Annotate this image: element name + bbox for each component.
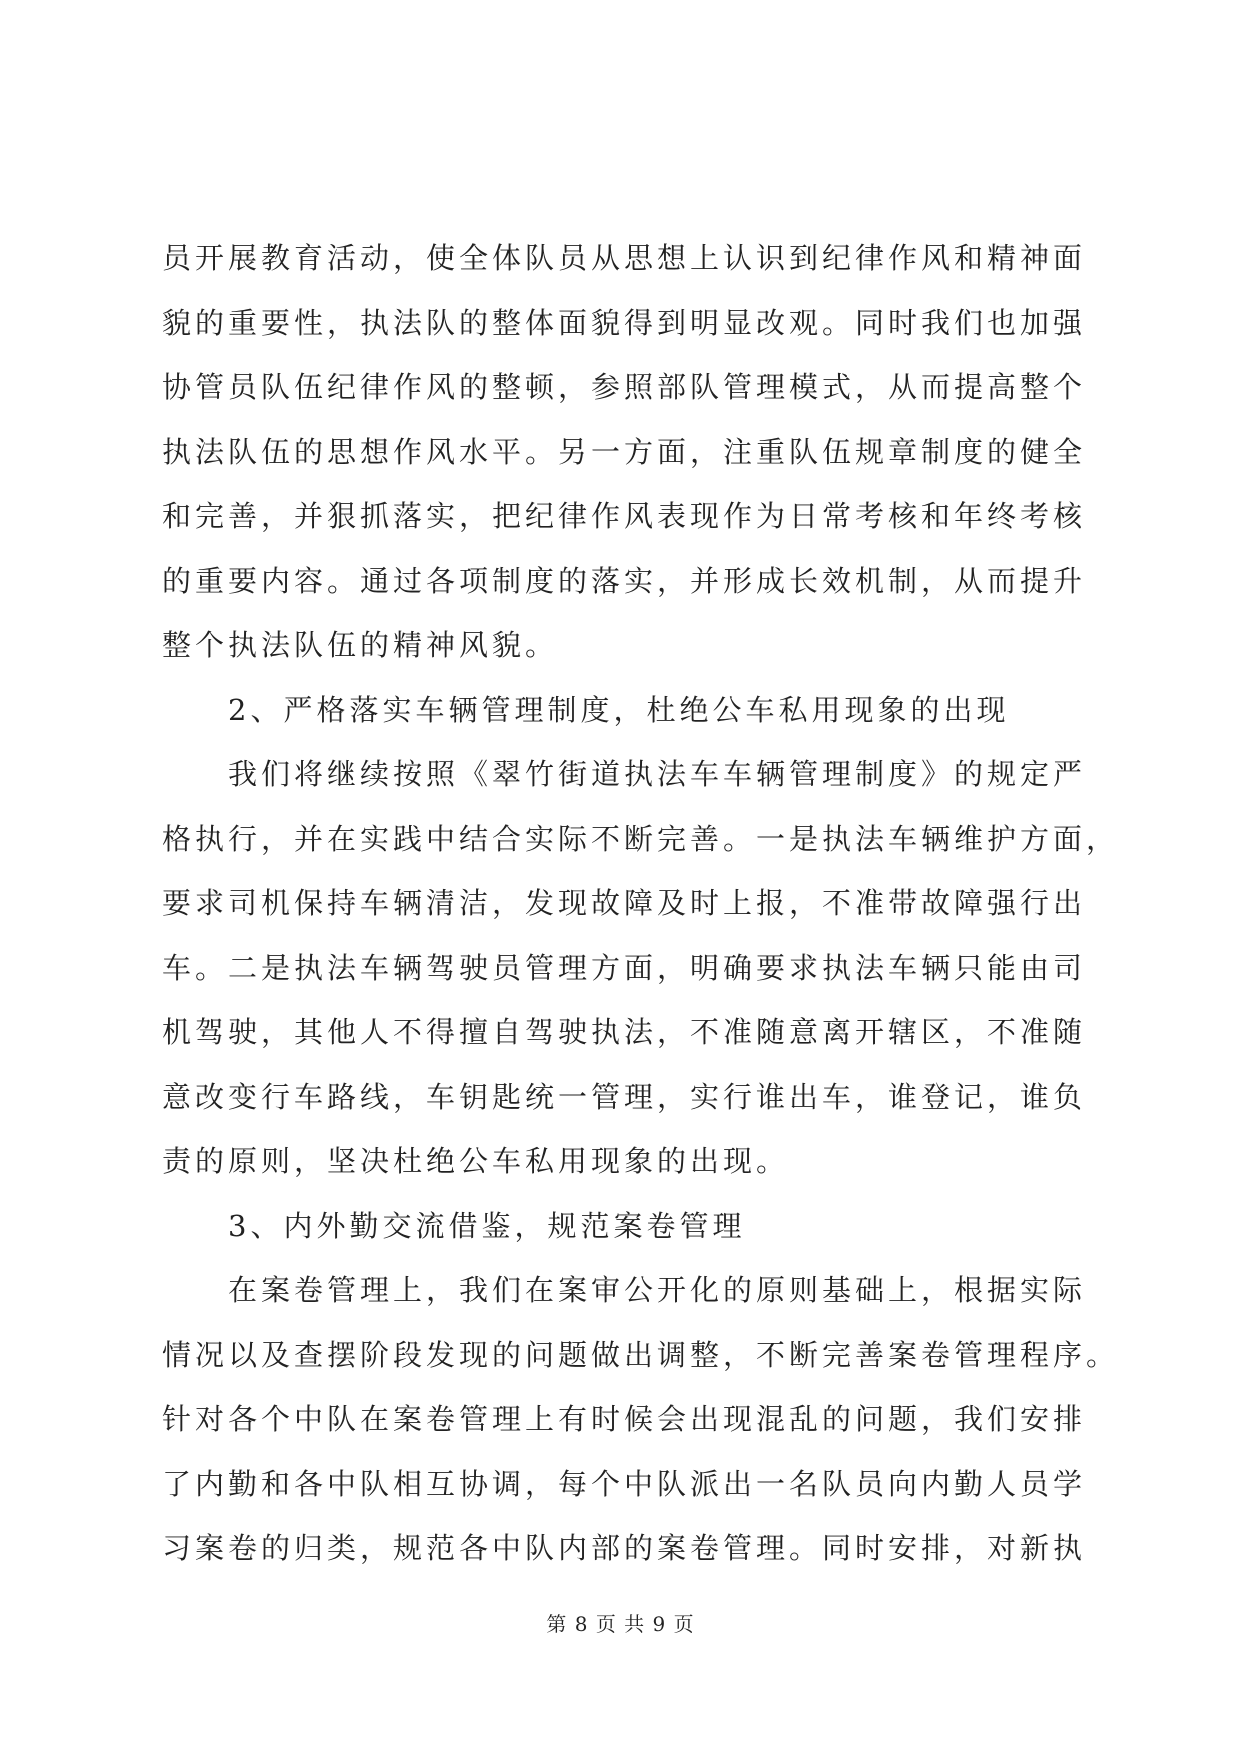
section-heading: 3、内外勤交流借鉴，规范案卷管理 [228, 1208, 746, 1243]
text-line: 责的原则，坚决杜绝公车私用现象的出现。 [162, 1144, 790, 1178]
text-line: 执法队伍的思想作风水平。另一方面，注重队伍规章制度的健全 [162, 434, 1087, 469]
paragraph-case-file-management [162, 1258, 1120, 1581]
text-line: 貌的重要性，执法队的整体面貌得到明显改观。同时我们也加强 [162, 305, 1087, 340]
text-line: 我们将继续按照《翠竹街道执法车车辆管理制度》的规定严 [228, 757, 1087, 791]
text-line: 的重要内容。通过各项制度的落实，并形成长效机制，从而提升 [162, 563, 1087, 598]
text-line: 机驾驶，其他人不得擅自驾驶执法，不准随意离开辖区，不准随 [162, 1015, 1087, 1049]
page-number-footer: 第 8 页 共 9 页 [546, 1612, 695, 1636]
text-line: 员开展教育活动，使全体队员从思想上认识到纪律作风和精神面 [162, 241, 1087, 275]
heading-case-file-management [162, 1194, 1102, 1259]
heading-vehicle-management [162, 678, 1102, 743]
section-heading: 2、严格落实车辆管理制度，杜绝公车私用现象的出现 [228, 692, 1010, 727]
text-line: 在案卷管理上，我们在案审公开化的原则基础上，根据实际 [228, 1273, 1087, 1307]
paragraph-vehicle-management [162, 742, 1120, 1194]
text-line: 协管员队伍纪律作风的整顿，参照部队管理模式，从而提高整个 [162, 370, 1087, 404]
document-body [162, 226, 1120, 1581]
text-line: 了内勤和各中队相互协调，每个中队派出一名队员向内勤人员学 [162, 1466, 1087, 1501]
text-line: 格执行，并在实践中结合实际不断完善。一是执法车辆维护方面， [162, 821, 1120, 856]
text-line: 情况以及查摆阶段发现的问题做出调整，不断完善案卷管理程序。 [162, 1337, 1120, 1372]
text-line: 车。二是执法车辆驾驶员管理方面，明确要求执法车辆只能由司 [162, 950, 1087, 985]
paragraph-discipline-continuation [162, 226, 1102, 678]
text-line: 意改变行车路线，车钥匙统一管理，实行谁出车，谁登记，谁负 [162, 1079, 1087, 1114]
text-line: 要求司机保持车辆清洁，发现故障及时上报，不准带故障强行出 [162, 886, 1087, 920]
text-line: 和完善，并狠抓落实，把纪律作风表现作为日常考核和年终考核 [162, 499, 1087, 533]
text-line: 整个执法队伍的精神风貌。 [162, 628, 559, 662]
text-line: 习案卷的归类，规范各中队内部的案卷管理。同时安排，对新执 [162, 1531, 1087, 1565]
text-line: 针对各个中队在案卷管理上有时候会出现混乱的问题，我们安排 [162, 1402, 1087, 1436]
